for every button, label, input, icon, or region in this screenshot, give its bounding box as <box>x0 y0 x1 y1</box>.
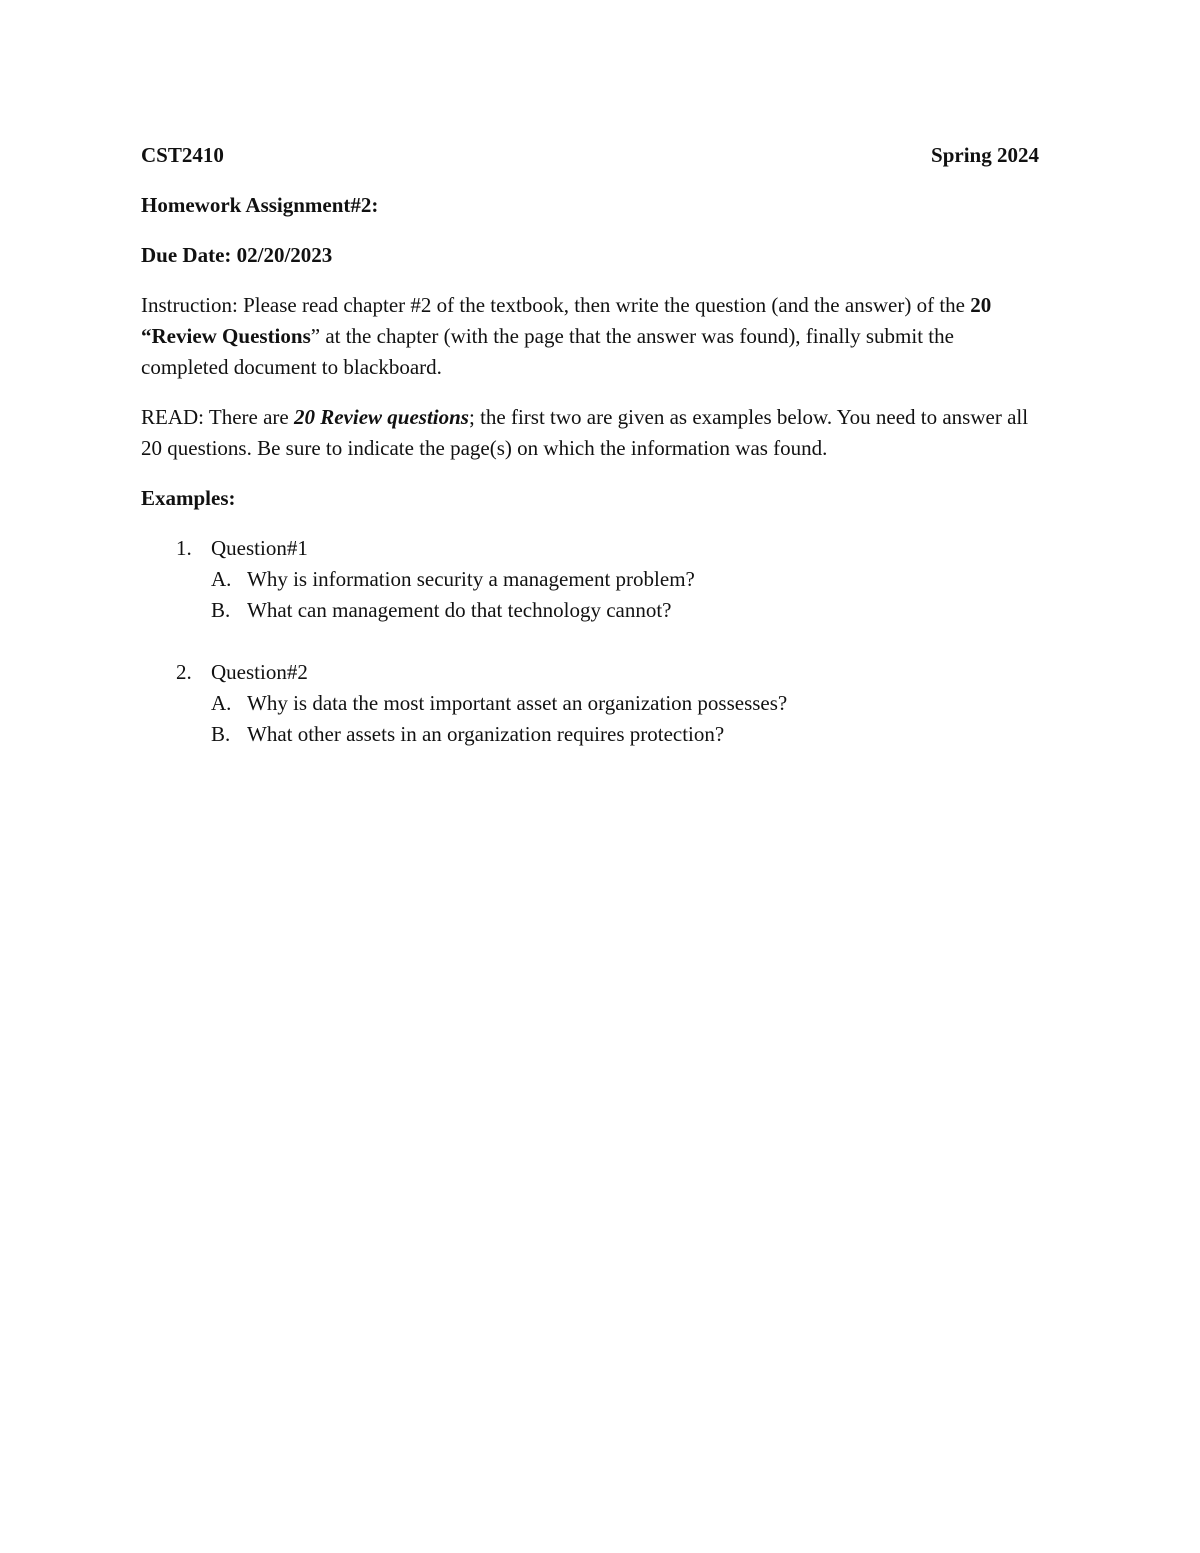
sub-question-text: What can management do that technology cannot? <box>247 598 672 622</box>
list-item <box>211 719 1039 750</box>
assignment-title: Homework Assignment#2: <box>141 193 379 217</box>
sub-letter: B. <box>211 722 231 746</box>
question-title: Question#2 <box>211 660 308 684</box>
sub-question-text: Why is data the most important asset an organization possesses? <box>247 691 788 715</box>
sub-letter: B. <box>211 598 231 622</box>
sub-question-text: Why is information security a management problem? <box>247 567 695 591</box>
question-number: 2. <box>176 660 192 684</box>
list-item <box>141 657 1039 750</box>
list-item <box>211 595 1039 626</box>
examples-heading: Examples: <box>141 486 236 510</box>
instruction-paragraph <box>141 290 1039 383</box>
question-number: 1. <box>176 536 192 560</box>
read-text-2: ; the first two are given as examples below. You need to answer all 20 questions. Be sure to indicate the page(s) on which the information was found. <box>141 405 1029 460</box>
sub-question-list <box>211 688 1039 750</box>
instruction-text-2: ” at the chapter (with the page that the answer was found), finally submit the completed document to blackboard. <box>141 324 954 379</box>
list-item <box>211 688 1039 719</box>
instruction-bold-count: 20 <box>970 293 992 317</box>
sub-letter: A. <box>211 691 232 715</box>
document-body <box>141 140 1039 781</box>
course-code: CST2410 <box>141 143 224 167</box>
due-date: Due Date: 02/20/2023 <box>141 243 333 267</box>
sub-letter: A. <box>211 567 232 591</box>
header-row <box>141 140 1039 171</box>
list-item <box>211 564 1039 595</box>
read-paragraph <box>141 402 1039 464</box>
term-label: Spring 2024 <box>931 143 1039 167</box>
sub-question-list <box>211 564 1039 626</box>
read-emphasis: 20 Review questions <box>293 405 469 429</box>
question-title: Question#1 <box>211 536 308 560</box>
question-list <box>141 533 1039 750</box>
list-item <box>141 533 1039 626</box>
read-text-1: READ: There are <box>141 405 294 429</box>
instruction-text-1: Instruction: Please read chapter #2 of the textbook, then write the question (and the answer) of the <box>141 293 971 317</box>
instruction-bold-quote: “Review Questions <box>141 324 311 348</box>
sub-question-text: What other assets in an organization requires protection? <box>247 722 725 746</box>
